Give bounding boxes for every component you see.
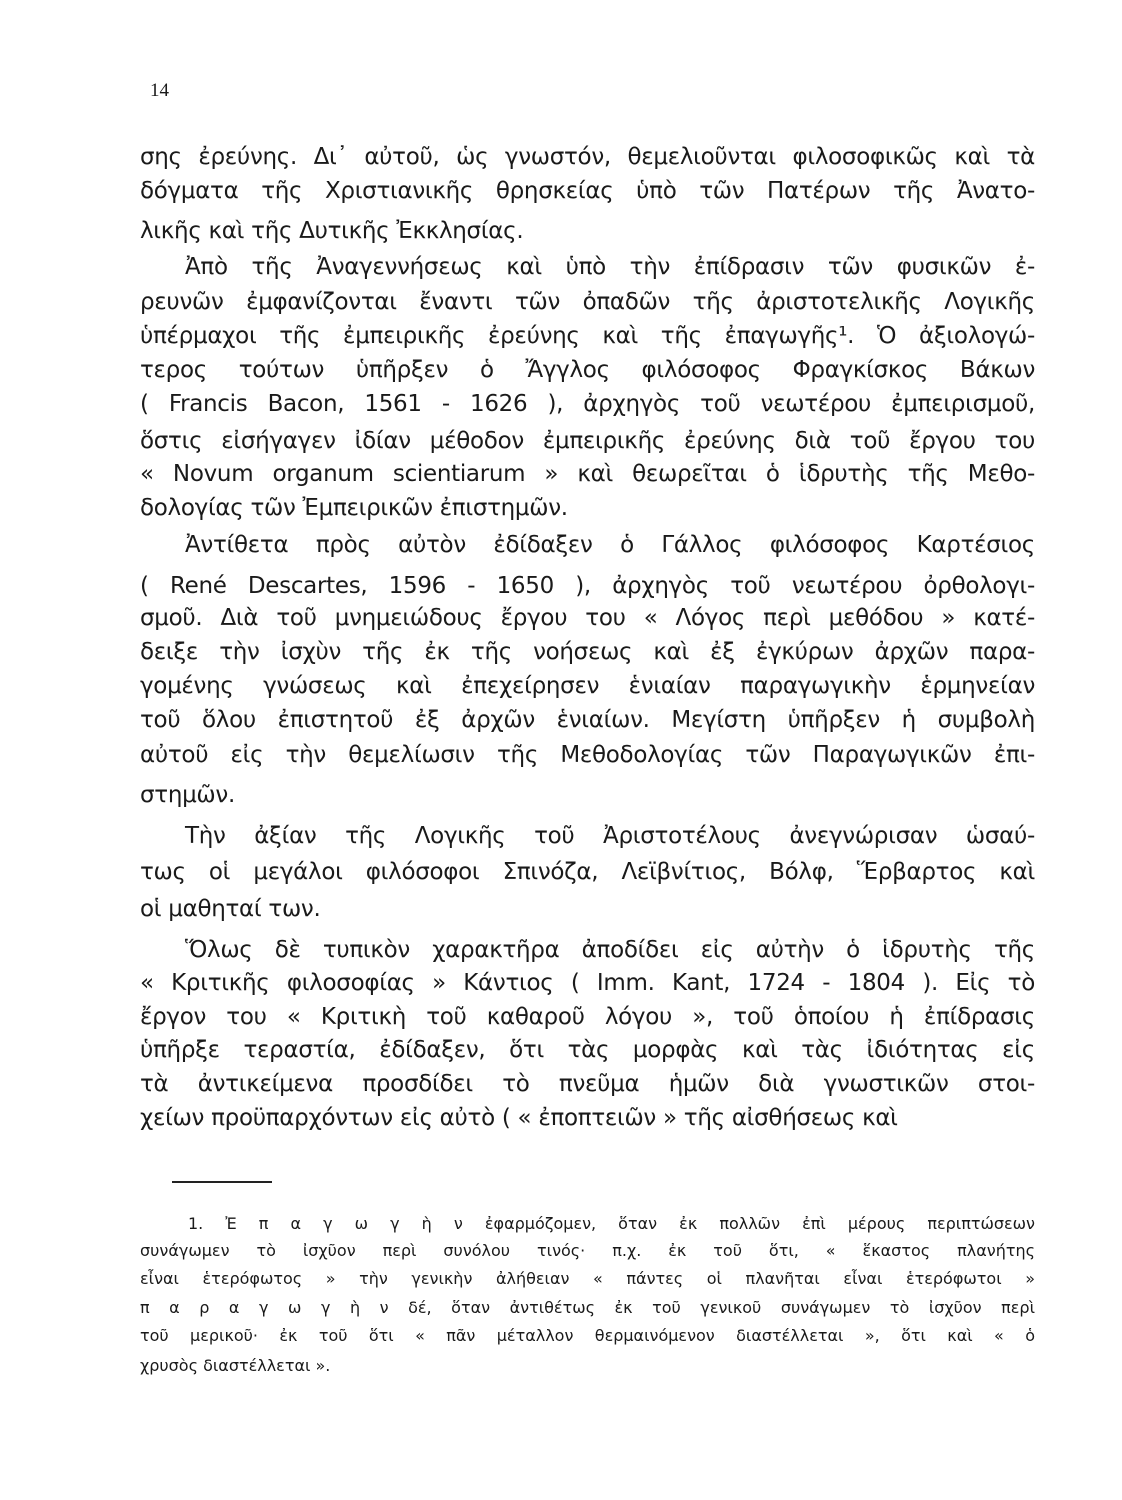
body-line: σμοῦ. Διὰ τοῦ μνημειώδους ἔργου του « Λόγος περὶ μεθόδου » κατέ- bbox=[140, 605, 1035, 631]
body-line: τὰ ἀντικείμενα προσδίδει τὸ πνεῦμα ἡμῶν διὰ γνωστικῶν στοι- bbox=[140, 1071, 1035, 1097]
page-number: 14 bbox=[150, 80, 169, 101]
body-line: γομένης γνώσεως καὶ ἐπεχείρησεν ἑνιαίαν παραγωγικὴν ἑρμηνείαν bbox=[140, 673, 1035, 699]
footnote-line: συνάγωμεν τὸ ἰσχῦον περὶ συνόλου τινός· π.χ. ἐκ τοῦ ὅτι, « ἕκαστος πλανήτης bbox=[140, 1241, 1035, 1260]
body-line: ( Francis Bacon, 1561 - 1626 ), ἀρχηγὸς τοῦ νεωτέρου ἐμπειρισμοῦ, bbox=[140, 391, 1035, 417]
body-line: λικῆς καὶ τῆς Δυτικῆς Ἐκκλησίας. bbox=[140, 218, 524, 244]
body-line: σης ἐρεύνης. Δι᾽ αὐτοῦ, ὡς γνωστόν, θεμελιοῦνται φιλοσοφικῶς καὶ τὰ bbox=[140, 144, 1035, 170]
body-line: « Novum organum scientiarum » καὶ θεωρεῖται ὁ ἱδρυτὴς τῆς Μεθο- bbox=[140, 461, 1035, 487]
body-line: αὐτοῦ εἰς τὴν θεμελίωσιν τῆς Μεθοδολογίας τῶν Παραγωγικῶν ἐπι- bbox=[140, 742, 1035, 768]
body-line: τοῦ ὅλου ἐπιστητοῦ ἐξ ἀρχῶν ἑνιαίων. Μεγίστη ὑπῆρξεν ἡ συμβολὴ bbox=[140, 707, 1035, 733]
body-line: δειξε τὴν ἰσχὺν τῆς ἐκ τῆς νοήσεως καὶ ἐξ ἐγκύρων ἀρχῶν παρα- bbox=[140, 639, 1035, 665]
body-line: ἔργον του « Κριτικὴ τοῦ καθαροῦ λόγου », τοῦ ὁποίου ἡ ἐπίδρασις bbox=[140, 1004, 1035, 1030]
footnote-line: εἶναι ἑτερόφωτος » τὴν γενικὴν ἀλήθειαν « πάντες οἱ πλανῆται εἶναι ἑτερόφωτοι » bbox=[140, 1269, 1035, 1288]
body-line: ὅστις εἰσήγαγεν ἰδίαν μέθοδον ἐμπειρικῆς ἐρεύνης διὰ τοῦ ἔργου του bbox=[140, 428, 1035, 454]
body-line: χείων προϋπαρχόντων εἰς αὐτὸ ( « ἐποπτειῶν » τῆς αἰσθήσεως καὶ bbox=[140, 1105, 898, 1131]
body-line: « Κριτικῆς φιλοσοφίας » Κάντιος ( Imm. Kant, 1724 - 1804 ). Εἰς τὸ bbox=[140, 970, 1035, 996]
body-line: Ὅλως δὲ τυπικὸν χαρακτῆρα ἀποδίδει εἰς αὐτὴν ὁ ἱδρυτὴς τῆς bbox=[185, 937, 1035, 963]
body-line: οἱ μαθηταί των. bbox=[140, 896, 321, 922]
body-line: τως οἱ μεγάλοι φιλόσοφοι Σπινόζα, Λεϊβνίτιος, Βόλφ, Ἕρβαρτος καὶ bbox=[140, 859, 1035, 885]
body-line: στημῶν. bbox=[140, 782, 235, 808]
body-line: δόγματα τῆς Χριστιανικῆς θρησκείας ὑπὸ τῶν Πατέρων τῆς Ἀνατο- bbox=[140, 178, 1035, 204]
body-line: ρευνῶν ἐμφανίζονται ἔναντι τῶν ὀπαδῶν τῆς ἀριστοτελικῆς Λογικῆς bbox=[140, 289, 1035, 315]
footnote-line: τοῦ μερικοῦ· ἐκ τοῦ ὅτι « πᾶν μέταλλον θερμαινόμενον διαστέλλεται », ὅτι καὶ « ὁ bbox=[140, 1326, 1035, 1345]
body-line: ὑπέρμαχοι τῆς ἐμπειρικῆς ἐρεύνης καὶ τῆς ἐπαγωγῆς¹. Ὁ ἀξιολογώ- bbox=[140, 323, 1035, 349]
body-line: δολογίας τῶν Ἐμπειρικῶν ἐπιστημῶν. bbox=[140, 495, 568, 521]
footnote-line: 1. Ἐ π α γ ω γ ὴ ν ἐφαρμόζομεν, ὅταν ἐκ πολλῶν ἐπὶ μέρους περιπτώσεων bbox=[188, 1214, 1035, 1233]
footnote-rule bbox=[172, 1181, 272, 1183]
footnote-line: π α ρ α γ ω γ ὴ ν δέ, ὅταν ἀντιθέτως ἐκ τοῦ γενικοῦ συνάγωμεν τὸ ἰσχῦον περὶ bbox=[140, 1298, 1035, 1317]
footnote-line: χρυσὸς διαστέλλεται ». bbox=[140, 1356, 331, 1375]
body-line: Ἀντίθετα πρὸς αὐτὸν ἐδίδαξεν ὁ Γάλλος φιλόσοφος Καρτέσιος bbox=[185, 532, 1035, 558]
body-line: Ἀπὸ τῆς Ἀναγεννήσεως καὶ ὑπὸ τὴν ἐπίδρασιν τῶν φυσικῶν ἐ- bbox=[185, 254, 1035, 280]
body-line: Τὴν ἀξίαν τῆς Λογικῆς τοῦ Ἀριστοτέλους ἀνεγνώρισαν ὡσαύ- bbox=[185, 823, 1035, 849]
body-line: ( René Descartes, 1596 - 1650 ), ἀρχηγὸς τοῦ νεωτέρου ὀρθολογι- bbox=[140, 573, 1035, 599]
body-line: ὑπῆρξε τεραστία, ἐδίδαξεν, ὅτι τὰς μορφὰς καὶ τὰς ἰδιότητας εἰς bbox=[140, 1037, 1035, 1063]
body-line: τερος τούτων ὑπῆρξεν ὁ Ἄγγλος φιλόσοφος Φραγκίσκος Βάκων bbox=[140, 357, 1035, 383]
